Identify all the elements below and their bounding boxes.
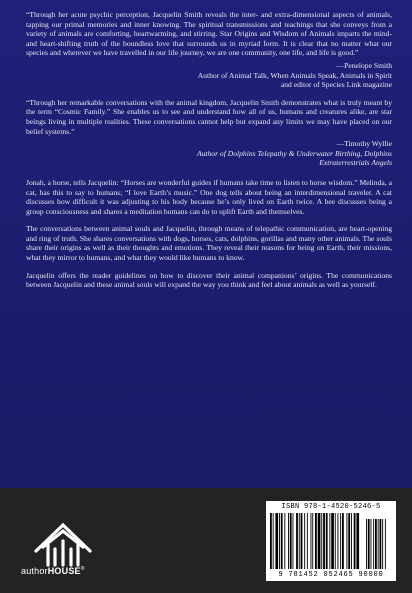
barcode-digits — [270, 571, 392, 579]
endorsement-quote-1 — [26, 10, 392, 90]
quote-attribution — [26, 61, 392, 90]
barcode-bar — [335, 513, 336, 569]
barcode-addon-bar — [371, 519, 372, 569]
quote-attribution — [26, 139, 392, 168]
barcode-bar — [329, 513, 330, 569]
barcode-bar — [338, 513, 339, 569]
barcode-bar — [279, 513, 280, 569]
barcode-bar — [290, 513, 292, 569]
barcode-bar — [321, 513, 322, 569]
barcode-bar — [323, 513, 325, 569]
description-paragraph: The conversations between animal souls and Jacquelin, through means of telepathic communication, are heart-opening and ring of truth. She shares conversations with dogs, horses, cats, dolphins, gorillas and many other animals. The souls share their origins as well as their thoughts and emotions. They reveal their reasons for being on Earth, their missions, what they mirror to humans, and what they would like humans to know. — [26, 224, 392, 263]
quote-text: “Through her remarkable conversations with the animal kingdom, Jacquelin Smith demonstrates what is truly meant by the term “Cosmic Family.” She enables us to see and understand how all of us, humans and creatures alike, are star beings living in multiple realities. These conversations cannot help but expand any limits we may have placed on our belief systems.” — [26, 97, 392, 136]
ean-digits: 9 781452 052465 — [278, 571, 354, 579]
quote-text: “Through her acute psychic perception, Jacquelin Smith reveals the inter- and extra-dimensional aspects of animals, tapping our primal memories and inner knowing. The spiritual transmissions and teachings that she conveys from a variety of animals are comforting, heartwarming, and stirring. Star Origins and Wisdom of Animals imparts the mind- and heart-shifting truth of the boundless love that surrounds us in myriad form. It is clear that no matter what our species and wherever we have travelled in our life journey, we are one community, one life, and life is good.” — [26, 10, 392, 58]
wordmark-bold: HOUSE — [47, 566, 81, 576]
attribution-credit-line: and editor of Species Link magazine — [280, 80, 392, 90]
barcode-addon-bar — [378, 519, 379, 569]
barcode-bar — [312, 513, 313, 569]
barcode-addon-bar — [382, 519, 383, 569]
barcode-bar — [296, 513, 298, 569]
barcode-bars — [270, 513, 392, 569]
barcode-bar — [299, 513, 300, 569]
barcode-bar — [301, 513, 303, 569]
barcode-bar — [315, 513, 317, 569]
barcode-addon-bar — [373, 519, 374, 569]
isbn-barcode — [266, 501, 396, 581]
barcode-bar — [342, 513, 344, 569]
attribution-credit-line: Author of Animal Talk, When Animals Speak, Animals in Spirit — [197, 70, 392, 80]
attribution-credit-line: Author of Dolphins Telepathy & Underwater Birthing, Dolphins — [196, 148, 392, 158]
description-paragraph: Jonah, a horse, tells Jacquelin: “Horses are wonderful guides if humans take time to listen to horse wisdom.” Melinda, a cat, has this to say to humans; “I love Earth’s music.” One dog tells about being an interdimensional traveler. A cat discusses how difficult it was adjusting to his body because he’s only lived on Earth twice. A bee discusses being a group consciousness and shares a meditation humans can do to uplift Earth and themselves. — [26, 177, 392, 216]
barcode-bar — [304, 513, 305, 569]
barcode-addon-bar — [375, 519, 377, 569]
barcode-bar — [293, 513, 294, 569]
barcode-addon-bar — [380, 519, 382, 569]
barcode-bar — [288, 513, 289, 569]
barcode-addon-bar — [385, 519, 386, 569]
barcode-bar — [311, 513, 312, 569]
barcode-bar — [270, 513, 272, 569]
wordmark-light: author — [21, 566, 48, 576]
barcode-bar — [281, 513, 283, 569]
attribution-credit-line: Extraterrestrials Angels — [319, 158, 392, 168]
attribution-name: —Penelope Smith — [336, 60, 392, 70]
cover-text — [26, 10, 392, 290]
barcode-bar — [331, 513, 334, 569]
barcode-bar — [347, 513, 348, 569]
barcode-addon-bar — [366, 519, 367, 569]
description-paragraph: Jacquelin offers the reader guidelines on how to discover their animal companions’ origins. The communications between Jacquelin and these animal souls will expand the way you think and feel about animals as well as yourself. — [26, 270, 392, 290]
publisher-wordmark — [21, 566, 111, 576]
barcode-addon-bar — [368, 519, 370, 569]
endorsement-quote-2 — [26, 98, 392, 168]
barcode-bar — [348, 513, 350, 569]
barcode-bar — [273, 513, 274, 569]
book-description — [26, 178, 392, 290]
barcode-bar — [356, 513, 359, 569]
barcode-bar — [318, 513, 321, 569]
attribution-name: —Timothy Wyllie — [336, 139, 392, 149]
registered-mark: ® — [80, 566, 85, 572]
barcode-bar — [326, 513, 328, 569]
barcode-bar — [307, 513, 308, 569]
price-code: 90000 — [358, 571, 384, 579]
barcode-bar — [275, 513, 278, 569]
isbn-label: ISBN 978-1-4520-5246-5 — [281, 503, 381, 511]
barcode-bar — [351, 513, 352, 569]
barcode-bar — [340, 513, 341, 569]
barcode-bar — [284, 513, 285, 569]
barcode-bar — [354, 513, 356, 569]
